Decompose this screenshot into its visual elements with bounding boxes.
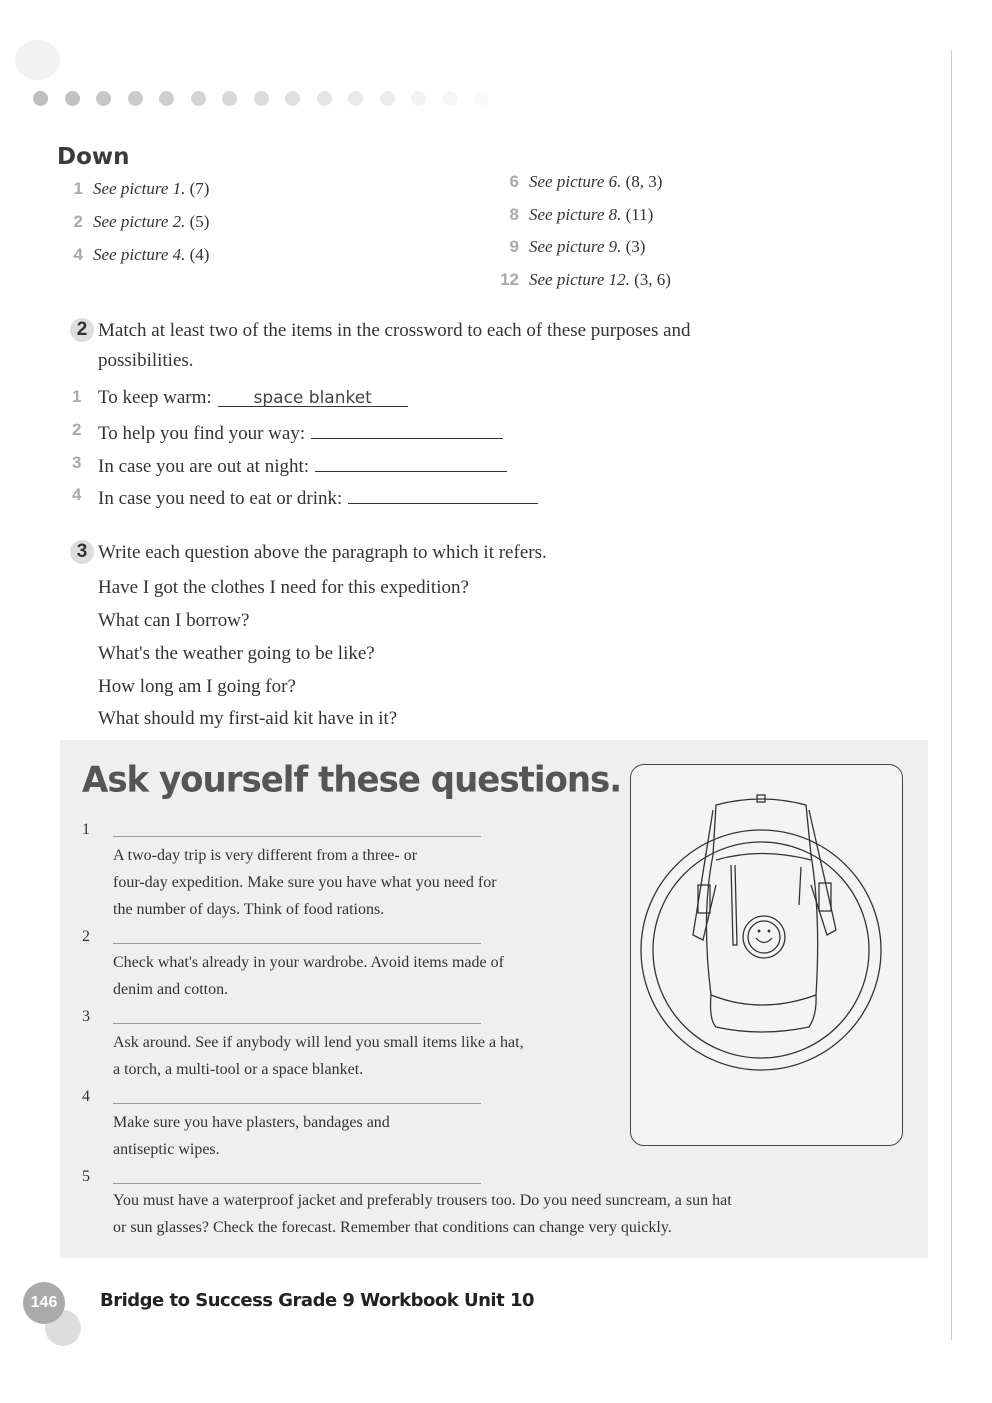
decorative-dot [33, 91, 48, 106]
article-title: Ask yourself these questions. [82, 759, 622, 801]
match-item: 4 In case you need to eat or drink: [98, 485, 538, 510]
decorative-dot [380, 91, 395, 106]
clue-item: 6 See picture 6. (8, 3) [509, 172, 663, 191]
question-option: What's the weather going to be like? [98, 643, 375, 664]
answer-field[interactable]: space blanket [218, 388, 408, 407]
paragraph-number: 5 [82, 1168, 90, 1185]
decorative-dot [222, 91, 237, 106]
decorative-dot [411, 91, 426, 106]
exercise-number-badge: 2 [70, 318, 94, 342]
paragraph-number: 4 [82, 1088, 90, 1105]
paragraph-number: 3 [82, 1008, 90, 1025]
backpack-icon [631, 765, 902, 1145]
down-heading: Down [57, 144, 130, 170]
decorative-dot [96, 91, 111, 106]
answer-field[interactable] [315, 453, 507, 472]
page-edge-line [951, 50, 952, 1340]
paragraph-5: You must have a waterproof jacket and preferably trousers too. Do you need suncream, a sun hat or sun glasses? Check the forecast. Remember that conditions can change very quickly. [113, 1192, 732, 1236]
backpack-illustration [630, 764, 903, 1146]
clue-item: 8 See picture 8. (11) [509, 205, 654, 224]
paragraph-2: Check what's already in your wardrobe. Avoid items made of denim and cotton. [113, 954, 504, 998]
paragraph-3: Ask around. See if anybody will lend you small items like a hat, a torch, a multi-tool or a space blanket. [113, 1034, 524, 1078]
decorative-dot [285, 91, 300, 106]
question-answer-line[interactable] [113, 1023, 481, 1024]
decorative-dot [348, 91, 363, 106]
instruction-line: possibilities. [98, 350, 194, 371]
question-answer-line[interactable] [113, 1103, 481, 1104]
question-answer-line[interactable] [113, 1183, 481, 1184]
answer-field[interactable] [348, 485, 538, 504]
paragraph-1: A two-day trip is very different from a three- or four-day expedition. Make sure you have what you need for the number of days. Think of food rations. [113, 847, 497, 918]
decorative-dot [317, 91, 332, 106]
page-number-badge: 146 [23, 1282, 65, 1324]
question-answer-line[interactable] [113, 943, 481, 944]
decorative-dot [443, 91, 458, 106]
clue-item: 1 See picture 1. (7) [73, 179, 210, 198]
exercise-2-instruction [76, 319, 691, 372]
question-option: What can I borrow? [98, 610, 250, 631]
decorative-dot [128, 91, 143, 106]
question-option: What should my first-aid kit have in it? [98, 708, 398, 729]
paragraph-number: 1 [82, 821, 90, 838]
clue-item: 4 See picture 4. (4) [73, 245, 210, 264]
question-answer-line[interactable] [113, 836, 481, 837]
answer-field[interactable] [311, 420, 503, 439]
decorative-dot [254, 91, 269, 106]
match-item: 1 To keep warm: space blanket [98, 387, 408, 409]
match-item: 3 In case you are out at night: [98, 453, 507, 478]
paragraph-4: Make sure you have plasters, bandages and antiseptic wipes. [113, 1114, 390, 1158]
decorative-dot [191, 91, 206, 106]
clue-item: 9 See picture 9. (3) [509, 237, 646, 256]
paragraph-number: 2 [82, 928, 90, 945]
clue-item: 12 See picture 12. (3, 6) [500, 270, 671, 289]
decorative-blob [15, 40, 60, 80]
exercise-3-instruction: 3 Write each question above the paragraph to which it refers. [98, 542, 547, 564]
decorative-dot [65, 91, 80, 106]
instruction-line: Match at least two of the items in the crossword to each of these purposes and [98, 320, 691, 341]
question-option: How long am I going for? [98, 676, 296, 697]
clue-item: 2 See picture 2. (5) [73, 212, 210, 231]
decorative-dot [474, 91, 489, 106]
exercise-number-badge: 3 [70, 540, 94, 564]
match-item: 2 To help you find your way: [98, 420, 503, 445]
question-option: Have I got the clothes I need for this expedition? [98, 577, 469, 598]
decorative-dot [159, 91, 174, 106]
book-title: Bridge to Success Grade 9 Workbook Unit 10 [100, 1290, 535, 1311]
